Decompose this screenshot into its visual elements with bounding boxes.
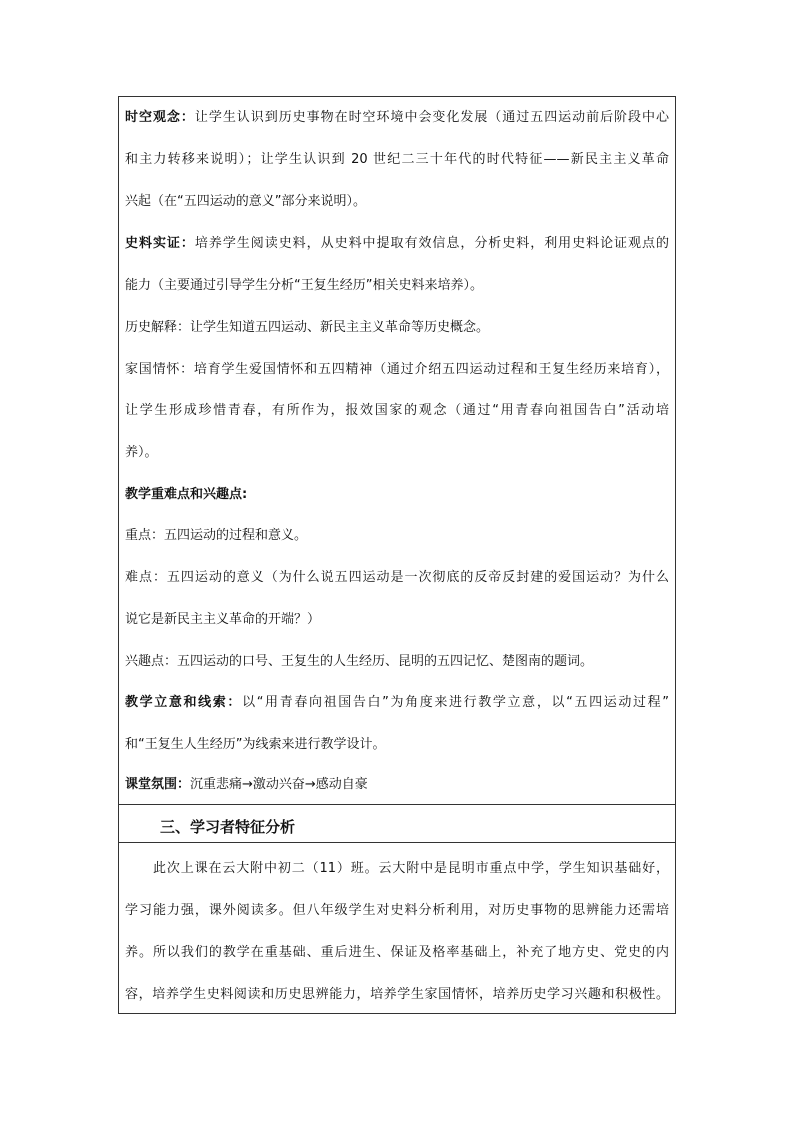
goal-spacetime-line-2: 和主力转移来说明）；让学生认识到 20 世纪二三十年代的时代特征——新民主主义革命: [125, 152, 669, 167]
keypoints-difficulty-line-1: 难点：五四运动的意义（为什么说五四运动是一次彻底的反帝反封建的爱国运动？为什么: [125, 570, 669, 585]
atmosphere-label: 课堂氛围：: [125, 777, 191, 792]
goal-evidence-label: 史料实证：: [125, 236, 195, 251]
goal-spacetime-line-1: [125, 110, 669, 126]
intent-line-1: [125, 695, 669, 711]
goal-patriotism-line-2: 让学生形成珍惜青春，有所作为，报效国家的观念（通过“用青春向祖国告白”活动培: [125, 403, 669, 418]
goal-patriotism-text: 培育学生爱国情怀和五四精神（通过介绍五四运动过程和王复生经历来培育），: [193, 362, 669, 377]
keypoints-heading: 教学重难点和兴趣点:: [125, 487, 248, 502]
goal-patriotism-line-3: 养）。: [125, 445, 158, 460]
learner-paragraph-line-2: 学习能力强，课外阅读多。但八年级学生对史料分析利用，对历史事物的思辨能力还需培: [125, 903, 669, 918]
learner-paragraph-line-1: 此次上课在云大附中初二（11）班。云大附中是昆明市重点中学，学生知识基础好，: [153, 861, 669, 876]
goal-spacetime-label: 时空观念：: [125, 110, 195, 125]
keypoints-difficulty-line-2: 说它是新民主主义革命的开端？）: [125, 612, 321, 627]
learner-paragraph-line-4: 容，培养学生史料阅读和历史思辨能力，培养学生家国情怀，培养历史学习兴趣和积极性。: [125, 987, 669, 1002]
goal-evidence-line-2: 能力（主要通过引导学生分析“王复生经历”相关史料来培养）。: [125, 278, 483, 293]
learner-paragraph-line-3: 养。所以我们的教学在重基础、重后进生、保证及格率基础上，补充了地方史、党史的内: [125, 945, 669, 960]
intent-line-2: 和“王复生人生经历”为线索来进行教学设计。: [125, 737, 386, 752]
goal-evidence-text: 培养学生阅读史料，从史料中提取有效信息，分析史料，利用史料论证观点的: [194, 236, 669, 251]
table-row-divider: [118, 842, 676, 843]
goal-patriotism-line-1: [125, 362, 669, 378]
table-row-divider: [118, 804, 676, 805]
keypoints-interest: 兴趣点：五四运动的口号、王复生的人生经历、昆明的五四记忆、楚图南的题词。: [125, 654, 594, 669]
keypoints-focus: 重点：五四运动的过程和意义。: [125, 528, 308, 543]
goal-patriotism-label: 家国情怀：: [125, 362, 194, 377]
goal-spacetime-line-3: 兴起（在“五四运动的意义”部分来说明）。: [125, 194, 366, 209]
goal-interpretation-text: 让学生知道五四运动、新民主主义革命等历史概念。: [190, 320, 490, 335]
section-heading-learner: 三、学习者特征分析: [160, 818, 296, 836]
goal-interpretation-label: 历史解释：: [125, 320, 191, 335]
atmosphere-line: [125, 777, 368, 793]
intent-text: 以“用青春向祖国告白”为角度来进行教学立意，以“五四运动过程”: [242, 695, 669, 710]
atmosphere-text: 沉重悲痛→激动兴奋→感动自豪: [190, 777, 368, 792]
goal-interpretation-line-1: [125, 320, 489, 336]
goal-spacetime-text: 让学生认识到历史事物在时空环境中会变化发展（通过五四运动前后阶段中心: [194, 110, 669, 125]
intent-label: 教学立意和线索：: [125, 695, 243, 710]
goal-evidence-line-1: [125, 236, 669, 252]
